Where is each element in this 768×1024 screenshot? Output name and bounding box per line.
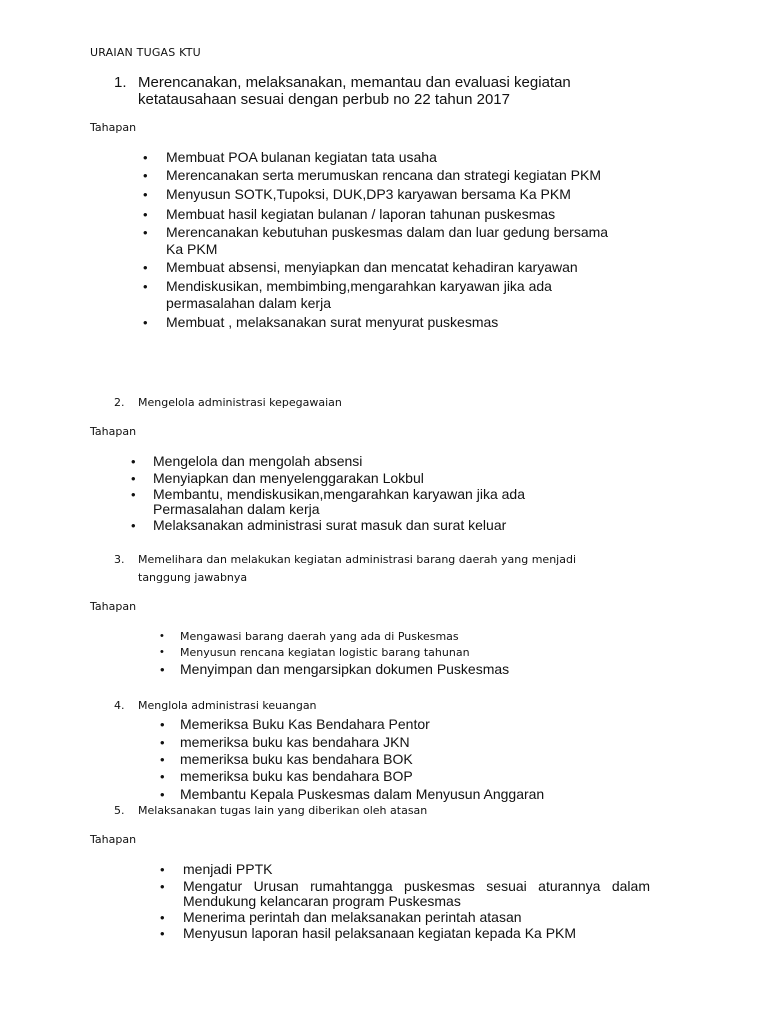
- section-4-heading-line-1: Menglola administrasi keuangan: [138, 699, 317, 712]
- list-bullet: •: [131, 518, 136, 533]
- section-1-heading-line-1: Merencanakan, melaksanakan, memantau dan evaluasi kegiatan: [138, 74, 571, 91]
- section-3-tahapan-label: Tahapan: [90, 600, 137, 613]
- section-1-tahapan-label: Tahapan: [90, 121, 137, 134]
- list-item: Membuat hasil kegiatan bulanan / laporan tahunan puskesmas: [166, 206, 556, 222]
- section-1-number: 1.: [114, 74, 127, 91]
- section-3-heading-line-2: tanggung jawabnya: [138, 571, 248, 584]
- list-bullet: •: [143, 168, 148, 183]
- list-bullet: •: [160, 662, 165, 677]
- section-2-tahapan-label: Tahapan: [90, 425, 137, 438]
- list-bullet: •: [160, 752, 165, 767]
- list-item: Menyusun laporan hasil pelaksanaan kegiatan kepada Ka PKM: [183, 925, 577, 941]
- list-item: Membantu, mendiskusikan,mengarahkan karyawan jika ada: [153, 486, 525, 502]
- list-bullet: •: [160, 926, 165, 941]
- list-item: memeriksa buku kas bendahara JKN: [180, 734, 410, 750]
- list-bullet: •: [131, 487, 136, 502]
- list-item: Memeriksa Buku Kas Bendahara Pentor: [180, 716, 430, 732]
- list-item: Merencanakan serta merumuskan rencana dan strategi kegiatan PKM: [166, 167, 602, 183]
- section-2-number: 2.: [114, 396, 125, 409]
- list-item: Melaksanakan administrasi surat masuk dan surat keluar: [153, 517, 507, 533]
- list-bullet: •: [143, 225, 148, 240]
- list-item-continuation: Mendukung kelancaran program Puskesmas: [183, 893, 461, 909]
- list-bullet: •: [143, 260, 148, 275]
- list-bullet: •: [160, 787, 165, 802]
- list-item: memeriksa buku kas bendahara BOP: [180, 768, 413, 784]
- list-item: Menyimpan dan mengarsipkan dokumen Puskesmas: [180, 661, 510, 677]
- list-bullet: •: [160, 717, 165, 732]
- list-item-continuation: permasalahan dalam kerja: [166, 295, 331, 311]
- list-item: Membuat absensi, menyiapkan dan mencatat kehadiran karyawan: [166, 259, 578, 275]
- list-item: Mengawasi barang daerah yang ada di Puskesmas: [180, 630, 459, 643]
- list-item: Mengelola dan mengolah absensi: [153, 453, 363, 469]
- section-1-heading-line-2: ketatausahaan sesuai dengan perbub no 22 tahun 2017: [138, 91, 510, 108]
- list-item: Menerima perintah dan melaksanakan perintah atasan: [183, 909, 522, 925]
- section-3-number: 3.: [114, 553, 125, 566]
- list-bullet: •: [143, 207, 148, 222]
- section-5-heading-line-1: Melaksanakan tugas lain yang diberikan oleh atasan: [138, 804, 428, 817]
- list-item-continuation: Ka PKM: [166, 241, 218, 257]
- section-5-tahapan-label: Tahapan: [90, 833, 137, 846]
- list-bullet: •: [143, 187, 148, 202]
- list-bullet: •: [143, 279, 148, 294]
- section-4-number: 4.: [114, 699, 125, 712]
- list-item-continuation: Permasalahan dalam kerja: [153, 501, 320, 517]
- list-item: Mengatur Urusan rumahtangga puskesmas sesuai aturannya dalam: [183, 878, 650, 894]
- list-item: Membantu Kepala Puskesmas dalam Menyusun Anggaran: [180, 786, 545, 802]
- section-5-number: 5.: [114, 804, 125, 817]
- list-item: Mendiskusikan, membimbing,mengarahkan karyawan jika ada: [166, 278, 552, 294]
- list-item: menjadi PPTK: [183, 861, 273, 877]
- list-item: Menyusun SOTK,Tupoksi, DUK,DP3 karyawan bersama Ka PKM: [166, 186, 571, 202]
- list-item: Membuat , melaksanakan surat menyurat puskesmas: [166, 314, 499, 330]
- list-bullet: •: [160, 862, 165, 877]
- list-bullet: •: [160, 646, 164, 658]
- document-title: URAIAN TUGAS KTU: [90, 46, 201, 59]
- list-bullet: •: [131, 471, 136, 486]
- list-item: Membuat POA bulanan kegiatan tata usaha: [166, 149, 437, 165]
- list-item: Menyusun rencana kegiatan logistic barang tahunan: [180, 646, 470, 659]
- section-2-heading-line-1: Mengelola administrasi kepegawaian: [138, 396, 342, 409]
- list-bullet: •: [160, 630, 164, 642]
- section-3-heading-line-1: Memelihara dan melakukan kegiatan administrasi barang daerah yang menjadi: [138, 553, 576, 566]
- list-bullet: •: [143, 315, 148, 330]
- list-bullet: •: [160, 735, 165, 750]
- list-item: Menyiapkan dan menyelenggarakan Lokbul: [153, 470, 424, 486]
- list-bullet: •: [131, 454, 136, 469]
- list-item: Merencanakan kebutuhan puskesmas dalam dan luar gedung bersama: [166, 224, 609, 240]
- list-bullet: •: [160, 769, 165, 784]
- list-bullet: •: [160, 910, 165, 925]
- list-bullet: •: [160, 879, 165, 894]
- list-bullet: •: [143, 150, 148, 165]
- list-item: memeriksa buku kas bendahara BOK: [180, 751, 413, 767]
